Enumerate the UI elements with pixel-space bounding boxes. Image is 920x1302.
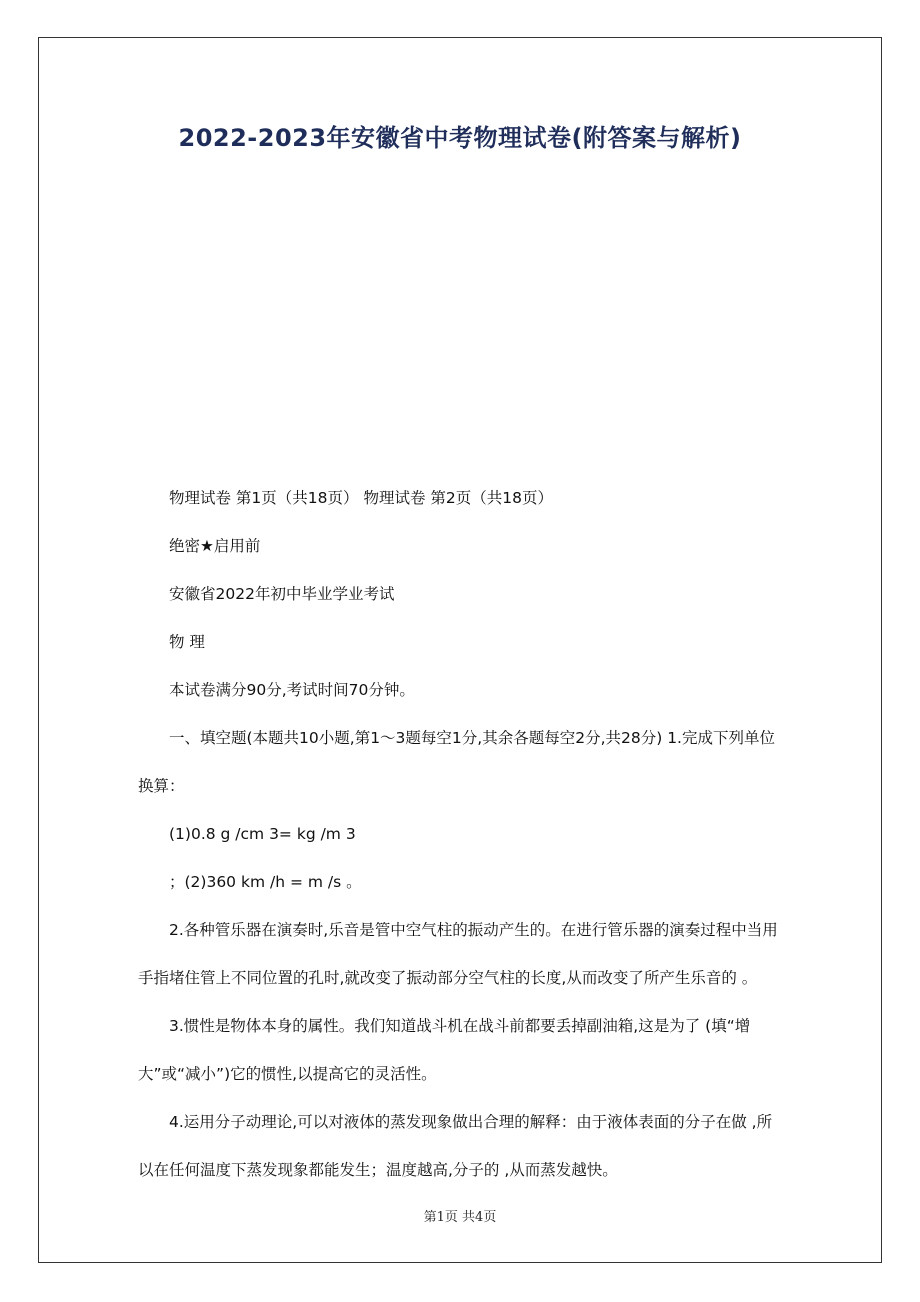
exam-instructions: 本试卷满分90分,考试时间70分钟。	[169, 681, 415, 699]
section-one-heading: 一、填空题(本题共10小题,第1～3题每空1分,其余各题每空2分,共28分) 1.完成下列单位换算：	[138, 729, 775, 795]
question-4: 4.运用分子动理论,可以对液体的蒸发现象做出合理的解释：由于液体表面的分子在做 ,所以在任何温度下蒸发现象都能发生；温度越高,分子的 ,从而蒸发越快。	[138, 1113, 773, 1179]
document-title: 2022-2023年安徽省中考物理试卷(附答案与解析)	[178, 124, 742, 152]
confidential-line: 绝密★启用前	[169, 537, 261, 555]
subject-line: 物 理	[169, 633, 205, 651]
question-2: 2.各种管乐器在演奏时,乐音是管中空气柱的振动产生的。在进行管乐器的演奏过程中当用手指堵住管上不同位置的孔时,就改变了振动部分空气柱的长度,从而改变了所产生乐音的 。	[138, 921, 778, 987]
page-header-line: 物理试卷 第1页（共18页） 物理试卷 第2页（共18页）	[169, 489, 553, 507]
question-1-part-1: (1)0.8 g /cm 3= kg /m 3	[169, 825, 356, 843]
question-3: 3.惯性是物体本身的属性。我们知道战斗机在战斗前都要丢掉副油箱,这是为了 (填“增大”或“减小”)它的惯性,以提高它的灵活性。	[138, 1017, 751, 1083]
page-footer: 第1页 共4页	[423, 1210, 497, 1225]
exam-name-line: 安徽省2022年初中毕业学业考试	[169, 585, 395, 603]
question-1-part-2: ；(2)360 km /h = m /s 。	[169, 873, 362, 891]
